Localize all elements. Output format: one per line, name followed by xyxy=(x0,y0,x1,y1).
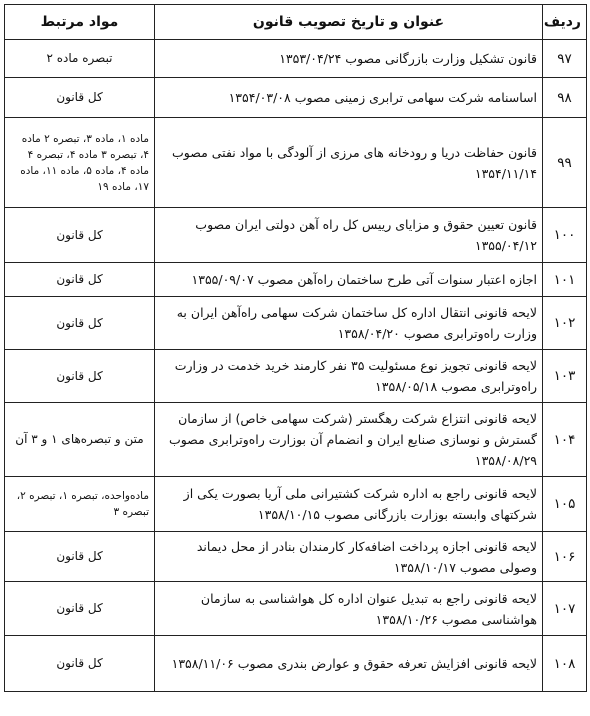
table-row xyxy=(5,40,587,78)
row-number: ۱۰۷ xyxy=(543,582,587,636)
related-articles: کل قانون xyxy=(5,350,155,403)
table-row xyxy=(5,297,587,350)
table-row xyxy=(5,208,587,263)
law-title: قانون حفاظت دریا و رودخانه های مرزی از آلودگی با مواد نفتی مصوب ۱۳۵۴/۱۱/۱۴ xyxy=(155,118,543,208)
header-row xyxy=(5,5,587,40)
related-articles: ماده‌واحده، تبصره ۱، تبصره ۲، تبصره ۳ xyxy=(5,477,155,532)
related-articles: کل قانون xyxy=(5,78,155,118)
law-title: اجازه اعتبار سنوات آتی طرح ساختمان راه‌آهن مصوب ۱۳۵۵/۰۹/۰۷ xyxy=(155,263,543,297)
law-title: اساسنامه شرکت سهامی ترابری زمینی مصوب ۱۳۵۴/۰۳/۰۸ xyxy=(155,78,543,118)
related-articles: کل قانون xyxy=(5,208,155,263)
row-number: ۱۰۸ xyxy=(543,636,587,692)
header-related: مواد مرتبط xyxy=(5,5,155,40)
row-number: ۹۷ xyxy=(543,40,587,78)
related-articles: کل قانون xyxy=(5,532,155,582)
law-title: لایحه قانونی راجع به تبدیل عنوان اداره کل هواشناسی به سازمان هواشناسی مصوب ۱۳۵۸/۱۰/۲۶ xyxy=(155,582,543,636)
law-title: لایحه قانونی افزایش تعرفه حقوق و عوارض بندری مصوب ۱۳۵۸/۱۱/۰۶ xyxy=(155,636,543,692)
table-row xyxy=(5,118,587,208)
law-title: لایحه قانونی اجازه پرداخت اضافه‌کار کارمندان بنادر از محل دیماند وصولی مصوب ۱۳۵۸/۱۰/۱۷ xyxy=(155,532,543,582)
row-number: ۹۹ xyxy=(543,118,587,208)
related-articles: ماده ۱، ماده ۳، تبصره ۲ ماده ۴، تبصره ۳ ماده ۴، تبصره ۴ ماده ۴، ماده ۵، ماده ۱۱، ماده ۱۷، ماده ۱۹ xyxy=(5,118,155,208)
table-row xyxy=(5,477,587,532)
table-row xyxy=(5,350,587,403)
row-number: ۱۰۱ xyxy=(543,263,587,297)
related-articles: کل قانون xyxy=(5,297,155,350)
related-articles: کل قانون xyxy=(5,263,155,297)
related-articles: متن و تبصره‌های ۱ و ۳ آن xyxy=(5,403,155,477)
related-articles: تبصره ماده ۲ xyxy=(5,40,155,78)
row-number: ۱۰۴ xyxy=(543,403,587,477)
table-row xyxy=(5,582,587,636)
table-row xyxy=(5,263,587,297)
header-title: عنوان و تاریخ تصویب قانون xyxy=(155,5,543,40)
row-number: ۱۰۲ xyxy=(543,297,587,350)
row-number: ۱۰۶ xyxy=(543,532,587,582)
table-row xyxy=(5,403,587,477)
law-title: قانون تشکیل وزارت بازرگانی مصوب ۱۳۵۳/۰۴/۲۴ xyxy=(155,40,543,78)
law-title: لایحه قانونی انتزاع شرکت رهگستر (شرکت سهامی خاص) از سازمان گسترش و نوسازی صنایع ایران و انضمام آن بوزارت راه‌وترابری مصوب ۱۳۵۸/۰۸/۲۹ xyxy=(155,403,543,477)
law-title: لایحه قانونی راجع به اداره شرکت کشتیرانی ملی آریا بصورت یکی از شرکتهای وابسته بوزارت بازرگانی مصوب ۱۳۵۸/۱۰/۱۵ xyxy=(155,477,543,532)
row-number: ۱۰۵ xyxy=(543,477,587,532)
laws-table xyxy=(4,4,587,692)
table-row xyxy=(5,636,587,692)
row-number: ۱۰۰ xyxy=(543,208,587,263)
law-title: لایحه قانونی انتقال اداره کل ساختمان شرکت سهامی راه‌آهن ایران به وزارت راه‌وترابری مصوب ۱۳۵۸/۰۴/۲۰ xyxy=(155,297,543,350)
header-row-no: ردیف xyxy=(543,5,587,40)
row-number: ۱۰۳ xyxy=(543,350,587,403)
table-row xyxy=(5,78,587,118)
law-title: قانون تعیین حقوق و مزایای رییس کل راه آهن دولتی ایران مصوب ۱۳۵۵/۰۴/۱۲ xyxy=(155,208,543,263)
related-articles: کل قانون xyxy=(5,636,155,692)
table-row xyxy=(5,532,587,582)
law-title: لایحه قانونی تجویز نوع مسئولیت ۳۵ نفر کارمند خرید خدمت در وزارت راه‌وترابری مصوب ۱۳۵۸/۰۵/۱۸ xyxy=(155,350,543,403)
related-articles: کل قانون xyxy=(5,582,155,636)
row-number: ۹۸ xyxy=(543,78,587,118)
